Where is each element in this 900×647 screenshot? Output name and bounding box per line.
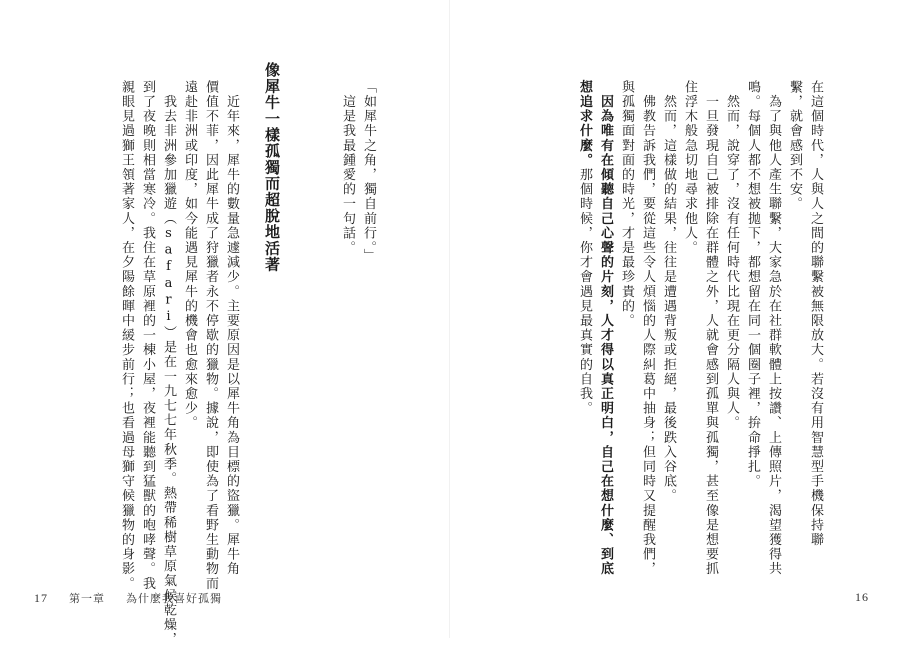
- body-column: 一旦發現自己被排除在群體之外，人就會感到孤單與孤獨，甚至像是想要抓: [703, 80, 718, 577]
- body-column: 與孤獨面對面的時光，才是最珍貴的。: [619, 80, 634, 329]
- body-column: 住浮木般急切地尋求他人。: [682, 80, 697, 256]
- quote-line: 「如犀牛之角，獨自前行。」: [361, 80, 376, 264]
- body-column: 我去非洲參加獵遊（safari）是在一九七七年秋季。熱帶稀樹草原氣候乾燥，: [161, 80, 176, 647]
- body-column: 遠赴非洲或印度，如今能遇見犀牛的機會也愈來愈少。: [182, 80, 197, 431]
- body-column: 親眼見過獅王領著家人，在夕陽餘暉中緩步前行；也看過母獅守候獵物的身影。: [119, 80, 134, 591]
- body-text: 那個時候，你才會遇見最真實的自我。: [577, 167, 592, 416]
- body-column: 繫，就會感到不安。: [787, 80, 802, 212]
- right-page: [452, 0, 900, 638]
- emphasis-column: 因為唯有在傾聽自己心聲的片刻，人才得以真正明白，自己在想什麼、到底: [598, 80, 613, 577]
- page-gutter: [449, 0, 450, 638]
- body-column: 然而，這樣做的結果，往往是遭遇背叛或拒絕，最後跌入谷底。: [661, 80, 676, 504]
- body-column: 在這個時代，人與人之間的聯繫被無限放大。若沒有用智慧型手機保持聯: [808, 80, 823, 548]
- left-page: [0, 0, 448, 647]
- chapter-label: 第一章: [69, 592, 105, 605]
- quote-line: 這是我最鍾愛的一句話。: [340, 80, 355, 256]
- emphasis-column: [578, 80, 591, 416]
- body-column: 然而，說穿了，沒有任何時代比現在更分隔人與人。: [724, 80, 739, 431]
- body-column: 佛教告訴我們，要從這些令人煩惱的人際糾葛中抽身；但同時又提醒我們，: [640, 80, 655, 577]
- body-column: 近年來，犀牛的數量急遽減少。主要原因是以犀牛角為目標的盜獵。犀牛角: [224, 80, 239, 577]
- running-footer: [34, 590, 222, 606]
- body-column: 為了與他人產生聯繫，大家急於在社群軟體上按讚、上傳照片，渴望獲得共: [766, 80, 781, 577]
- body-column: 到了夜晚則相當寒冷。我住在草原裡的一棟小屋，夜裡能聽到猛獸的咆哮聲。我: [140, 80, 155, 591]
- body-column: 價值不菲，因此犀牛成了狩獵者永不停歇的獵物。據說，即使為了看野生動物而: [203, 80, 218, 591]
- body-column: 鳴。每個人都不想被拋下，都想留在同一個圈子裡，拚命掙扎。: [745, 80, 760, 489]
- emphasis-text: 想追求什麼。: [577, 80, 592, 168]
- chapter-title: 為什麼我喜好孤獨: [126, 592, 222, 605]
- section-heading: 像犀牛一樣孤獨而超脫地活著: [263, 62, 281, 273]
- page-number: 16: [855, 590, 869, 604]
- page-number: 17: [34, 591, 48, 605]
